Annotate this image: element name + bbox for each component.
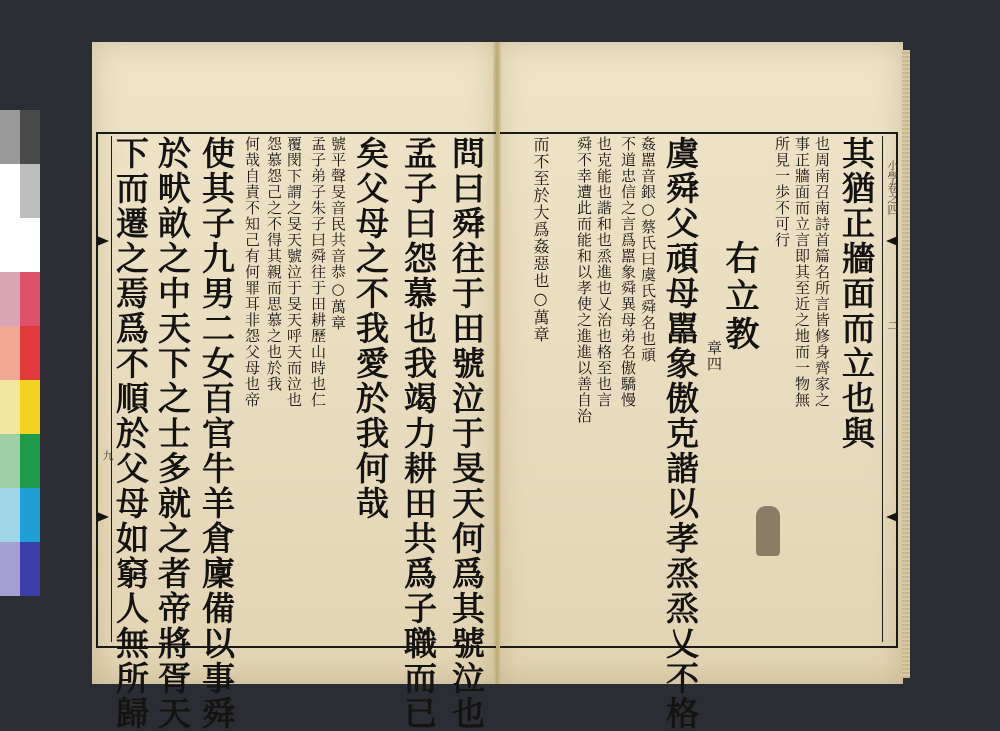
text-column: 下而遷之焉爲不順於父母如窮人無所歸 (111, 136, 150, 731)
page-edges (902, 50, 910, 678)
fold-page-number: 九 (101, 450, 114, 461)
swatch (0, 488, 20, 542)
color-calibration-strip (0, 110, 40, 600)
annotation-column-pair (310, 136, 350, 642)
section-heading: 右立教 (719, 240, 759, 354)
swatch (0, 218, 20, 272)
annotation-line: 也周南召南詩首篇名所言皆修身齊家之 (813, 136, 831, 408)
seal-stamp (756, 506, 780, 556)
left-fold-tab (96, 136, 112, 642)
chapter-number: 章四 (705, 340, 723, 372)
text-column: 其猶正牆面而立也與 (837, 136, 876, 451)
text-column: 於畎畝之中天下之士多就之者帝將胥天 (153, 136, 192, 731)
annotation-column-pair (576, 136, 616, 642)
text-column: 問曰舜往于田號泣于旻天何爲其號泣也 (447, 136, 486, 731)
annotation-line: 不道忠信之言爲嚚象舜異母弟名傲驕慢 (619, 136, 637, 408)
annotation-line: 怨慕怨己之不得其親而思慕之也於我 (265, 136, 283, 392)
annotation-line: 事正牆面而立言即其至近之地而一物無 (793, 136, 811, 408)
swatch (20, 434, 40, 488)
annotation-line: 孟子弟子朱子曰舜往于田耕歷山時也仁 (309, 136, 327, 408)
swatch (20, 326, 40, 380)
swatch (0, 164, 20, 218)
annotation-line: 何哉自責不知己有何罪耳非怨父母也帝 (243, 136, 261, 408)
swatch (0, 380, 20, 434)
text-column: 孟子曰怨慕也我竭力耕田共爲子職而已 (399, 136, 438, 731)
annotation-line: 而不至於大爲姦惡也○萬章 (531, 136, 550, 343)
annotation-line: 號平聲旻音民共音恭○萬章 (329, 136, 347, 331)
swatch (0, 326, 20, 380)
text-column: 虞舜父頑母嚚象傲克諧以孝烝烝乂不格 (661, 136, 700, 731)
swatch (20, 488, 40, 542)
swatch (20, 542, 40, 596)
annotation-column-pair (620, 136, 660, 642)
swatch (0, 542, 20, 596)
open-book (92, 40, 910, 731)
fold-page-number: 二 (886, 320, 899, 331)
swatch (20, 164, 40, 218)
swatch (0, 434, 20, 488)
swatch (20, 380, 40, 434)
swatch (20, 110, 40, 164)
swatch (20, 272, 40, 326)
annotation-line: 所見一歩不可行 (773, 136, 791, 248)
text-column: 矣父母之不我愛於我何哉 (351, 136, 390, 521)
annotation-line: 覆閔下謂之旻天號泣于旻天呼天而泣也 (285, 136, 303, 408)
swatch (0, 110, 20, 164)
annotation-column-pair (266, 136, 306, 642)
annotation-line: 舜不幸遭此而能和以孝使之進進以善自治 (575, 136, 593, 424)
swatch (0, 272, 20, 326)
swatch (20, 218, 40, 272)
annotation-line: 也克能也諧和也烝進也乂治也格至也言 (595, 136, 613, 408)
right-header-mark: 小學卷之四 (886, 160, 899, 215)
text-column: 使其子九男二女百官牛羊倉廩備以事舜 (197, 136, 236, 731)
annotation-line: 姦嚚音銀○蔡氏曰虞氏舜名也頑 (639, 136, 657, 363)
annotation-column-pair (794, 136, 834, 642)
